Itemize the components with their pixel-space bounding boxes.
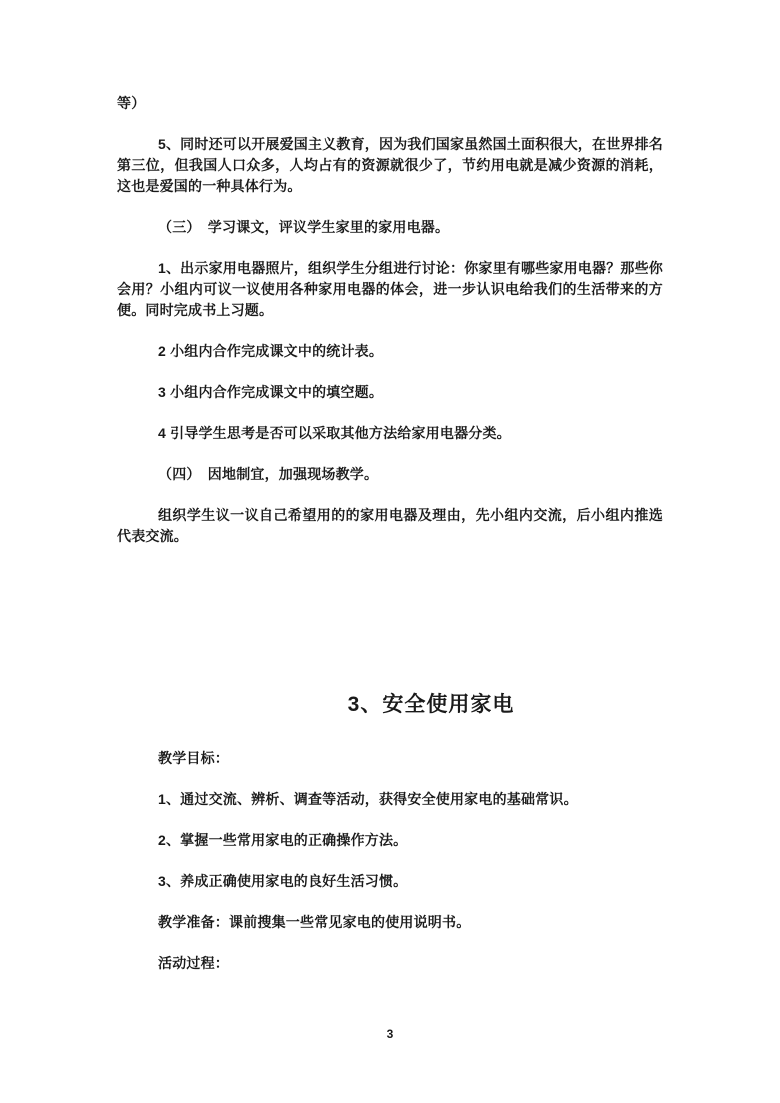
- paragraph: 1、出示家用电器照片，组织学生分组进行讨论：你家里有哪些家用电器？那些你会用？小组内可议一议使用各种家用电器的体会，进一步认识电给我们的生活带来的方便。同时完成书上习题。: [117, 260, 663, 318]
- paragraph: 1、通过交流、辨析、调查等活动，获得安全使用家电的基础常识。: [158, 791, 578, 807]
- paragraph: （三） 学习课文，评议学生家里的家用电器。: [158, 219, 450, 235]
- document-body: [117, 93, 663, 994]
- section-title: 3、安全使用家电: [347, 693, 515, 716]
- paragraph: 教学准备：课前搜集一些常见家电的使用说明书。: [158, 914, 471, 930]
- paragraph: 3 小组内合作完成课文中的填空题。: [158, 384, 384, 400]
- paragraph: 3、养成正确使用家电的良好生活习惯。: [158, 873, 408, 889]
- paragraph: 4 引导学生思考是否可以采取其他方法给家用电器分类。: [158, 425, 511, 441]
- page-number: 3: [386, 1027, 394, 1041]
- paragraph: 组织学生议一议自己希望用的的家用电器及理由，先小组内交流，后小组内推选代表交流。: [117, 507, 663, 544]
- paragraph: 2 小组内合作完成课文中的统计表。: [158, 343, 384, 359]
- paragraph: 教学目标：: [158, 750, 229, 766]
- paragraph: （四） 因地制宜，加强现场教学。: [158, 466, 379, 482]
- paragraph: 5、同时还可以开展爱国主义教育，因为我们国家虽然国土面积很大，在世界排名第三位，但我国人口众多，人均占有的资源就很少了，节约用电就是减少资源的消耗，这也是爱国的一种具体行为。: [117, 136, 663, 194]
- paragraph: 2、掌握一些常用家电的正确操作方法。: [158, 832, 408, 848]
- paragraph: 等）: [117, 95, 146, 111]
- paragraph: 活动过程：: [158, 955, 229, 971]
